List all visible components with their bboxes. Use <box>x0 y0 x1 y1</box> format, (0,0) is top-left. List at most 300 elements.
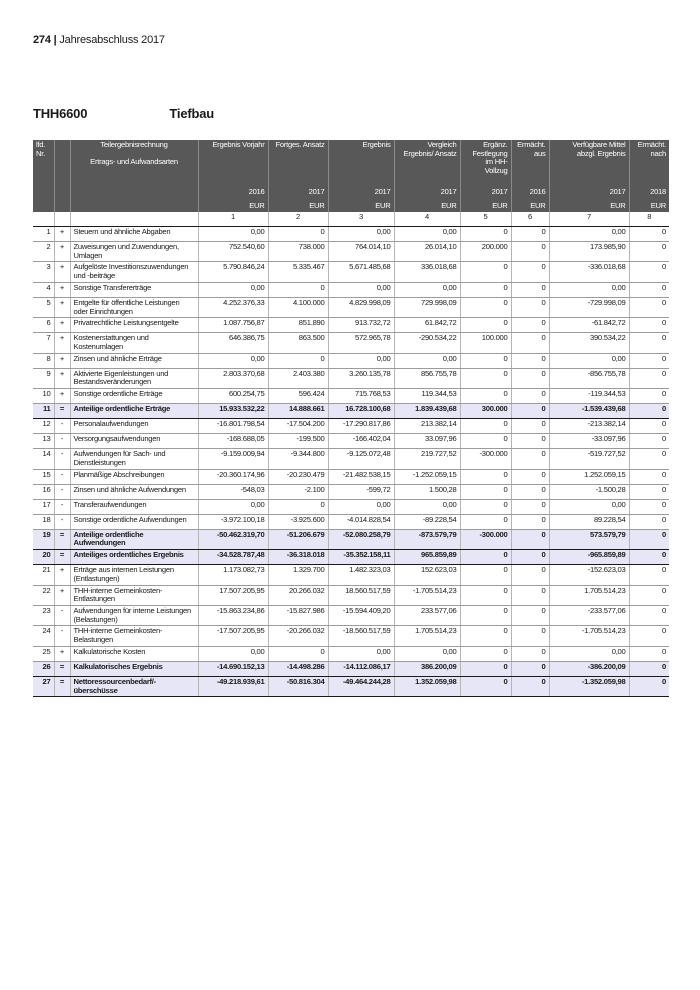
row-value: -856.755,78 <box>549 368 629 388</box>
row-label: Transferaufwendungen <box>70 499 198 514</box>
row-value: 0 <box>511 484 549 499</box>
row-label: Planmäßige Abschreibungen <box>70 469 198 484</box>
row-value: -290.534,22 <box>394 333 460 353</box>
table-row <box>33 419 669 434</box>
table-row <box>33 262 669 282</box>
row-operator: - <box>54 605 70 625</box>
row-value: 646.386,75 <box>198 333 268 353</box>
row-value: 738.000 <box>268 242 328 262</box>
header-years-blank-2 <box>54 178 70 198</box>
row-value: 0 <box>511 404 549 419</box>
row-value: -52.080.258,79 <box>328 529 394 549</box>
row-value: 15.933.532,22 <box>198 404 268 419</box>
row-value: 5.790.846,24 <box>198 262 268 282</box>
row-value: -14.690.152,13 <box>198 661 268 676</box>
row-value: 0,00 <box>394 499 460 514</box>
row-value: 596.424 <box>268 389 328 404</box>
row-value: 18.560.517,59 <box>328 585 394 605</box>
row-label: THH-interne Gemeinkosten-Belastungen <box>70 626 198 646</box>
row-label: Personalaufwendungen <box>70 419 198 434</box>
row-value: 2.803.370,68 <box>198 368 268 388</box>
row-value: 0 <box>460 585 511 605</box>
row-value: 0 <box>460 419 511 434</box>
col-year: 2017 <box>460 178 511 198</box>
row-value: -3.972.100,18 <box>198 514 268 529</box>
row-operator: - <box>54 419 70 434</box>
row-operator: - <box>54 514 70 529</box>
row-value: 0 <box>268 353 328 368</box>
table-row-total <box>33 661 669 676</box>
row-value: 0,00 <box>394 646 460 661</box>
row-number: 11 <box>33 404 54 419</box>
row-value: -9.125.072,48 <box>328 449 394 469</box>
row-value: 3.260.135,78 <box>328 368 394 388</box>
row-value: -548,03 <box>198 484 268 499</box>
row-value: 0 <box>511 626 549 646</box>
table-header <box>33 140 669 212</box>
table-row <box>33 368 669 388</box>
row-value: 0 <box>511 529 549 549</box>
row-value: 600.254,75 <box>198 389 268 404</box>
row-value: 0 <box>460 626 511 646</box>
table-row <box>33 227 669 242</box>
row-value: 0,00 <box>198 353 268 368</box>
row-value: -17.290.817,86 <box>328 419 394 434</box>
row-value: 5.671.485,68 <box>328 262 394 282</box>
row-value: 5.335.467 <box>268 262 328 282</box>
row-value: 0 <box>460 484 511 499</box>
row-value: 0 <box>629 318 669 333</box>
row-number: 4 <box>33 282 54 297</box>
row-number: 6 <box>33 318 54 333</box>
row-value: 0 <box>629 434 669 449</box>
table-row-total <box>33 529 669 549</box>
row-label: Erträge aus internen Leistungen (Entlastungen) <box>70 565 198 585</box>
row-value: 0 <box>511 585 549 605</box>
row-value: 863.500 <box>268 333 328 353</box>
column-number: 2 <box>268 212 328 227</box>
row-value: 0,00 <box>198 499 268 514</box>
column-number: 8 <box>629 212 669 227</box>
row-value: 336.018,68 <box>394 262 460 282</box>
header-years-blank-3 <box>70 178 198 198</box>
row-value: 0,00 <box>549 282 629 297</box>
row-value: 572.965,78 <box>328 333 394 353</box>
document-title: Jahresabschluss 2017 <box>59 34 165 46</box>
row-number: 16 <box>33 484 54 499</box>
row-value: 0 <box>460 353 511 368</box>
row-value: -965.859,89 <box>549 550 629 565</box>
row-value: -119.344,53 <box>549 389 629 404</box>
row-number: 20 <box>33 550 54 565</box>
table-row <box>33 333 669 353</box>
row-value: -300.000 <box>460 449 511 469</box>
row-label: Kalkulatorisches Ergebnis <box>70 661 198 676</box>
colnum-blank-3 <box>70 212 198 227</box>
row-value: 119.344,53 <box>394 389 460 404</box>
row-value: 0 <box>629 499 669 514</box>
col-unit: EUR <box>549 198 629 212</box>
row-operator: + <box>54 368 70 388</box>
table-body <box>33 212 669 697</box>
col-unit: EUR <box>198 198 268 212</box>
col-year: 2018 <box>629 178 669 198</box>
section-code: THH6600 <box>33 106 88 121</box>
row-value: 4.252.376,33 <box>198 297 268 317</box>
row-operator: + <box>54 333 70 353</box>
row-value: 1.352.059,98 <box>394 676 460 696</box>
row-value: 0 <box>629 404 669 419</box>
row-value: -233.577,06 <box>549 605 629 625</box>
row-value: -166.402,04 <box>328 434 394 449</box>
row-value: -51.206.679 <box>268 529 328 549</box>
table-row <box>33 449 669 469</box>
column-number: 3 <box>328 212 394 227</box>
row-value: 0 <box>629 242 669 262</box>
row-value: -386.200,09 <box>549 661 629 676</box>
section-heading <box>33 106 214 121</box>
row-value: 1.705.514,23 <box>549 585 629 605</box>
row-value: -14.112.086,17 <box>328 661 394 676</box>
row-operator: - <box>54 499 70 514</box>
row-value: 0 <box>629 469 669 484</box>
col-head-fortges-ansatz: Fortges. Ansatz <box>268 140 328 178</box>
row-value: 0 <box>629 529 669 549</box>
row-value: -14.498.286 <box>268 661 328 676</box>
row-value: 0 <box>629 282 669 297</box>
row-value: -49.218.939,61 <box>198 676 268 696</box>
table-row <box>33 389 669 404</box>
row-value: -18.560.517,59 <box>328 626 394 646</box>
row-label: Entgelte für öffentliche Leistungen oder Einrichtungen <box>70 297 198 317</box>
row-value: 0 <box>460 227 511 242</box>
column-number: 7 <box>549 212 629 227</box>
row-value: 0 <box>511 676 549 696</box>
row-operator: - <box>54 469 70 484</box>
row-value: 0 <box>511 353 549 368</box>
col-unit: EUR <box>328 198 394 212</box>
row-value: 386.200,09 <box>394 661 460 676</box>
row-value: 173.985,90 <box>549 242 629 262</box>
row-value: -300.000 <box>460 529 511 549</box>
row-value: 0 <box>460 550 511 565</box>
page-separator: | <box>53 34 57 46</box>
col-head-ermaecht-aus: Ermächt. aus <box>511 140 549 178</box>
col-head-ertrags-aufwandsarten: Ertrags- und Aufwandsarten <box>90 156 178 166</box>
row-label: Steuern und ähnliche Abgaben <box>70 227 198 242</box>
row-label: Sonstige ordentliche Erträge <box>70 389 198 404</box>
header-units-blank-2 <box>54 198 70 212</box>
row-value: -9.344.800 <box>268 449 328 469</box>
row-value: -152.623,03 <box>549 565 629 585</box>
row-value: 965.859,89 <box>394 550 460 565</box>
row-value: 0 <box>629 484 669 499</box>
colnum-blank-2 <box>54 212 70 227</box>
section-name: Tiefbau <box>169 106 215 121</box>
column-number: 4 <box>394 212 460 227</box>
row-value: -9.159.009,94 <box>198 449 268 469</box>
row-number: 26 <box>33 661 54 676</box>
row-value: 0 <box>511 514 549 529</box>
row-value: 0 <box>629 514 669 529</box>
row-number: 3 <box>33 262 54 282</box>
table-row-total <box>33 550 669 565</box>
row-value: 0 <box>460 661 511 676</box>
col-year: 2016 <box>511 178 549 198</box>
row-label: Privatrechtliche Leistungsentgelte <box>70 318 198 333</box>
row-value: 100.000 <box>460 333 511 353</box>
row-value: 0,00 <box>394 282 460 297</box>
row-value: -20.360.174,96 <box>198 469 268 484</box>
row-value: 0 <box>629 550 669 565</box>
table-row <box>33 353 669 368</box>
row-value: 0 <box>460 368 511 388</box>
row-label: Aufgelöste Investitionszuwendungen und -beiträge <box>70 262 198 282</box>
row-value: 0,00 <box>394 353 460 368</box>
row-value: 913.732,72 <box>328 318 394 333</box>
row-value: 0 <box>629 353 669 368</box>
row-value: 0,00 <box>549 646 629 661</box>
row-value: 0 <box>511 434 549 449</box>
col-unit: EUR <box>629 198 669 212</box>
row-value: 4.829.998,09 <box>328 297 394 317</box>
row-operator: - <box>54 434 70 449</box>
col-head-teilergebnisrechnung: Teilergebnisrechnung <box>100 140 168 149</box>
header-units-blank-3 <box>70 198 198 212</box>
row-value: 0 <box>460 469 511 484</box>
row-value: -1.705.514,23 <box>549 626 629 646</box>
row-value: 0 <box>511 605 549 625</box>
row-value: 0 <box>629 449 669 469</box>
col-year: 2017 <box>549 178 629 198</box>
row-value: 0,00 <box>549 227 629 242</box>
row-value: -213.382,14 <box>549 419 629 434</box>
table-row-total <box>33 676 669 696</box>
row-operator: + <box>54 262 70 282</box>
row-value: -2.100 <box>268 484 328 499</box>
header-years-blank-1 <box>33 178 54 198</box>
col-head-verfuegbare-mittel: Verfügbare Mittel abzgl. Ergebnis <box>549 140 629 178</box>
row-value: 152.623,03 <box>394 565 460 585</box>
col-head-ergebnis-vorjahr: Ergebnis Vorjahr <box>198 140 268 178</box>
row-value: 764.014,10 <box>328 242 394 262</box>
row-value: 0 <box>629 227 669 242</box>
row-value: 0 <box>629 585 669 605</box>
row-value: 0 <box>511 389 549 404</box>
row-value: -1.352.059,98 <box>549 676 629 696</box>
row-number: 24 <box>33 626 54 646</box>
row-value: -1.500,28 <box>549 484 629 499</box>
row-number: 21 <box>33 565 54 585</box>
row-value: -50.816.304 <box>268 676 328 696</box>
row-value: 573.579,79 <box>549 529 629 549</box>
row-number: 10 <box>33 389 54 404</box>
page-number: 274 <box>33 34 51 46</box>
header-units-blank-1 <box>33 198 54 212</box>
row-value: 0,00 <box>328 499 394 514</box>
row-label: Anteilige ordentliche Aufwendungen <box>70 529 198 549</box>
table-row <box>33 242 669 262</box>
row-number: 1 <box>33 227 54 242</box>
row-number: 27 <box>33 676 54 696</box>
row-value: 0 <box>629 297 669 317</box>
row-value: 0 <box>629 661 669 676</box>
row-value: 0 <box>629 419 669 434</box>
row-value: 14.888.661 <box>268 404 328 419</box>
col-head-ergaenz-festlegung: Ergänz. Festlegung im HH-Vollzug <box>460 140 511 178</box>
header-units-row <box>33 198 669 212</box>
row-value: 0 <box>511 469 549 484</box>
row-number: 19 <box>33 529 54 549</box>
row-value: -33.097,96 <box>549 434 629 449</box>
row-value: -168.688,05 <box>198 434 268 449</box>
row-label: Versorgungsaufwendungen <box>70 434 198 449</box>
row-operator: = <box>54 661 70 676</box>
table-row <box>33 297 669 317</box>
row-number: 8 <box>33 353 54 368</box>
row-value: -1.539.439,68 <box>549 404 629 419</box>
row-operator: + <box>54 318 70 333</box>
row-value: -336.018,68 <box>549 262 629 282</box>
row-value: 0,00 <box>549 499 629 514</box>
row-value: 1.500,28 <box>394 484 460 499</box>
col-unit: EUR <box>511 198 549 212</box>
row-value: 0 <box>511 242 549 262</box>
col-year: 2017 <box>394 178 460 198</box>
row-value: -49.464.244,28 <box>328 676 394 696</box>
column-number: 5 <box>460 212 511 227</box>
row-value: 0,00 <box>328 227 394 242</box>
column-number-row <box>33 212 669 227</box>
row-operator: = <box>54 676 70 696</box>
table-row <box>33 626 669 646</box>
row-value: -17.504.200 <box>268 419 328 434</box>
row-value: 0 <box>511 227 549 242</box>
row-value: 0 <box>511 419 549 434</box>
row-value: 61.842,72 <box>394 318 460 333</box>
row-value: 0,00 <box>394 227 460 242</box>
row-value: 1.482.323,03 <box>328 565 394 585</box>
row-value: 1.252.059,15 <box>549 469 629 484</box>
row-value: 1.173.082,73 <box>198 565 268 585</box>
row-value: 0 <box>460 605 511 625</box>
row-number: 15 <box>33 469 54 484</box>
row-value: 17.507.205,95 <box>198 585 268 605</box>
row-value: 0 <box>460 676 511 696</box>
col-head-vergleich: Vergleich Ergebnis/ Ansatz <box>394 140 460 178</box>
row-value: -20.266.032 <box>268 626 328 646</box>
col-head-description <box>70 140 198 178</box>
row-value: -15.594.409,20 <box>328 605 394 625</box>
row-value: -17.507.205,95 <box>198 626 268 646</box>
table-row <box>33 434 669 449</box>
teilergebnisrechnung-table <box>33 140 669 697</box>
row-number: 2 <box>33 242 54 262</box>
row-number: 22 <box>33 585 54 605</box>
col-head-ergebnis: Ergebnis <box>328 140 394 178</box>
row-value: -4.014.828,54 <box>328 514 394 529</box>
row-value: 0 <box>460 318 511 333</box>
row-value: 1.329.700 <box>268 565 328 585</box>
row-value: 0 <box>460 434 511 449</box>
row-label: Anteiliges ordentliches Ergebnis <box>70 550 198 565</box>
row-number: 12 <box>33 419 54 434</box>
row-value: 0 <box>511 333 549 353</box>
row-value: -15.827.986 <box>268 605 328 625</box>
column-number: 1 <box>198 212 268 227</box>
row-label: Aufwendungen für interne Leistungen (Belastungen) <box>70 605 198 625</box>
row-value: 0 <box>629 333 669 353</box>
row-value: 856.755,78 <box>394 368 460 388</box>
row-operator: + <box>54 585 70 605</box>
row-value: 16.728.100,68 <box>328 404 394 419</box>
row-label: Nettoressourcenbedarf/-überschüsse <box>70 676 198 696</box>
row-value: 26.014,10 <box>394 242 460 262</box>
row-value: 0 <box>629 368 669 388</box>
row-operator: = <box>54 550 70 565</box>
col-year: 2016 <box>198 178 268 198</box>
row-value: -36.318.018 <box>268 550 328 565</box>
row-operator: = <box>54 404 70 419</box>
row-number: 13 <box>33 434 54 449</box>
row-value: 0 <box>629 565 669 585</box>
row-value: 4.100.000 <box>268 297 328 317</box>
row-value: 0,00 <box>328 282 394 297</box>
row-value: 0,00 <box>198 646 268 661</box>
row-value: 1.705.514,23 <box>394 626 460 646</box>
row-value: 0 <box>268 227 328 242</box>
row-value: 0 <box>629 262 669 282</box>
col-unit: EUR <box>268 198 328 212</box>
row-value: 0 <box>511 262 549 282</box>
header-labels-row <box>33 140 669 178</box>
row-value: 20.266.032 <box>268 585 328 605</box>
row-value: 2.403.380 <box>268 368 328 388</box>
table-row <box>33 282 669 297</box>
row-number: 9 <box>33 368 54 388</box>
row-number: 17 <box>33 499 54 514</box>
col-head-ermaecht-nach: Ermächt. nach <box>629 140 669 178</box>
col-head-operator <box>54 140 70 178</box>
row-label: Zuweisungen und Zuwendungen, Umlagen <box>70 242 198 262</box>
row-operator: - <box>54 626 70 646</box>
row-value: 0 <box>511 661 549 676</box>
row-operator: + <box>54 353 70 368</box>
col-head-lfd-nr: lfd. Nr. <box>33 140 54 178</box>
row-label: THH-interne Gemeinkosten-Entlastungen <box>70 585 198 605</box>
row-value: 89.228,54 <box>549 514 629 529</box>
row-operator: + <box>54 282 70 297</box>
row-value: 0 <box>511 646 549 661</box>
row-value: 0 <box>268 499 328 514</box>
row-value: 0 <box>629 676 669 696</box>
row-value: -16.801.798,54 <box>198 419 268 434</box>
row-value: 213.382,14 <box>394 419 460 434</box>
row-value: -50.462.319,70 <box>198 529 268 549</box>
row-value: -61.842,72 <box>549 318 629 333</box>
row-value: 233.577,06 <box>394 605 460 625</box>
row-operator: - <box>54 449 70 469</box>
row-value: 0 <box>511 318 549 333</box>
table-row-total <box>33 404 669 419</box>
row-label: Kostenerstattungen und Kostenumlagen <box>70 333 198 353</box>
row-value: 0 <box>511 297 549 317</box>
row-label: Sonstige ordentliche Aufwendungen <box>70 514 198 529</box>
row-value: -729.998,09 <box>549 297 629 317</box>
row-value: 0 <box>511 282 549 297</box>
table-row <box>33 646 669 661</box>
row-value: 0 <box>460 282 511 297</box>
